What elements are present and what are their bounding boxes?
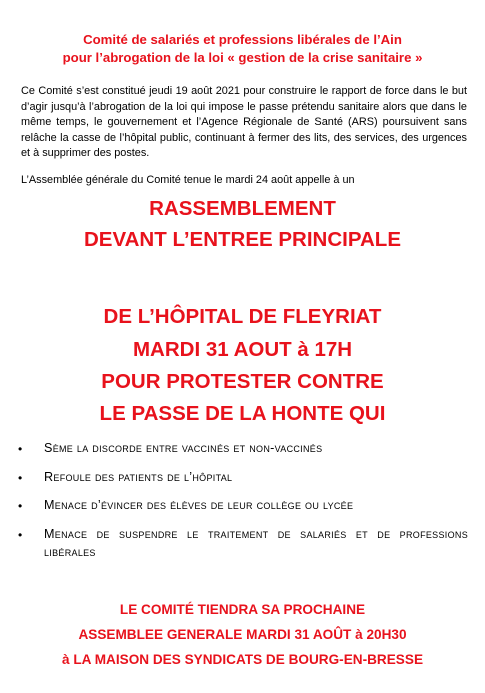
list-item-text: Menace d’évincer des élèves de leur collège ou lycée — [44, 498, 354, 512]
footer-line-2: ASSEMBLEE GENERALE MARDI 31 AOÛT à 20H30 — [78, 627, 407, 642]
list-item-text: Refoule des patients de l’hôpital — [44, 469, 233, 484]
headline-passe: LE PASSE DE LA HONTE QUI — [99, 402, 386, 425]
assembly-call: L’Assemblée générale du Comité tenue le mardi 24 août appelle à un — [21, 174, 355, 186]
headline-hopital: DE L’HÔPITAL DE FLEYRIAT — [103, 305, 382, 328]
flyer-footer — [10, 597, 475, 672]
bullet-list — [18, 439, 468, 572]
headline-rassemblement: RASSEMBLEMENT — [149, 197, 336, 220]
bullet-icon: • — [18, 470, 23, 485]
footer-line-3: à LA MAISON DES SYNDICATS DE BOURG-EN-BRESSE — [61, 652, 424, 667]
header-line-1: Comité de salariés et professions libérales de l’Ain — [83, 32, 402, 47]
list-item — [18, 439, 468, 458]
intro-paragraph: Ce Comité s’est constitué jeudi 19 août 2021 pour construire le rapport de force dans le but d’agir jusqu’à l’abrogation de la loi qui impose le passe prétendu sanitaire alors que dans le même temps, le gouvernement et l’Agence Régionale de Santé (ARS) poursuivent sans relâche la casse de l’hôpital public, continuant à fermer des lits, des services, des urgences et à supprimer des postes. — [21, 85, 467, 159]
headline-protester: POUR PROTESTER CONTRE — [101, 370, 384, 393]
bullet-icon: • — [18, 442, 23, 456]
list-item — [18, 496, 468, 515]
bullet-icon: • — [18, 499, 23, 513]
list-item-text: Menace de suspendre le traitement de salariés et de professions libérales — [44, 526, 468, 559]
footer-line-1: LE COMITÉ TIENDRA SA PROCHAINE — [119, 602, 366, 617]
bullet-icon: • — [18, 527, 23, 542]
flyer-header — [10, 31, 475, 67]
headline-date: MARDI 31 AOUT à 17H — [132, 338, 353, 361]
header-line-2: pour l’abrogation de la loi « gestion de la crise sanitaire » — [62, 50, 423, 65]
headline-entree: DEVANT L’ENTREE PRINCIPALE — [83, 228, 402, 251]
list-item-text: Sème la discorde entre vaccinés et non-vaccinés — [44, 441, 323, 455]
list-item — [18, 525, 468, 562]
list-item — [18, 468, 468, 487]
